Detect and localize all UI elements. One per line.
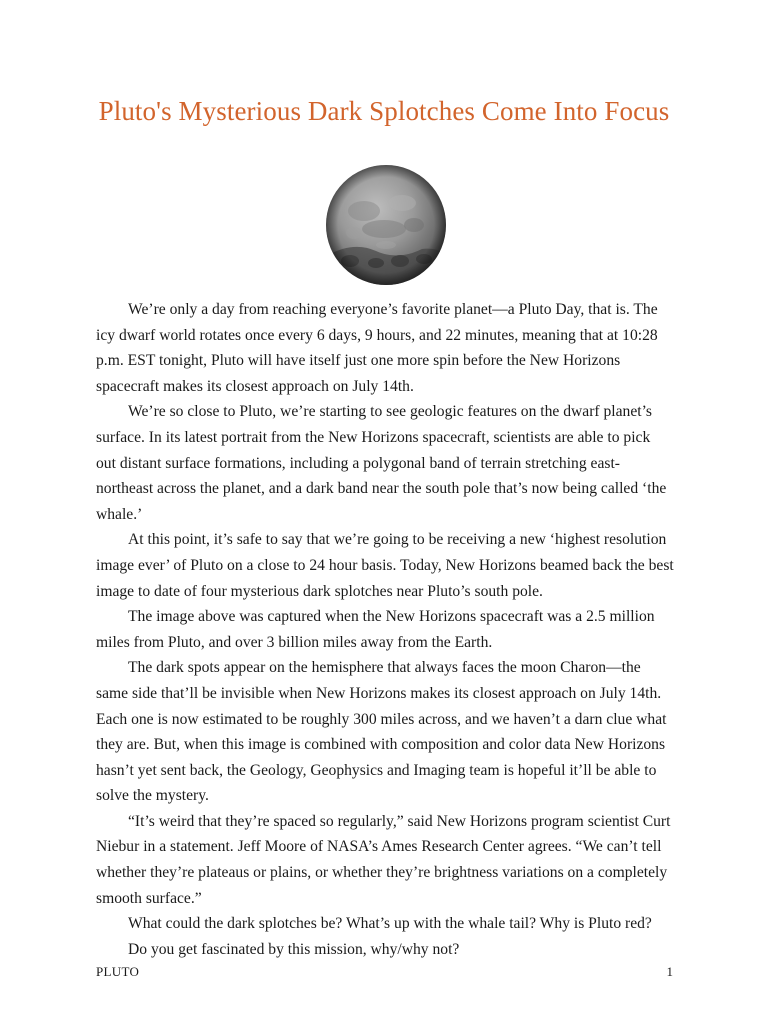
footer-section-label: PLUTO (96, 964, 140, 979)
page-title: Pluto's Mysterious Dark Splotches Come Into Focus (98, 96, 670, 126)
paragraph: Do you get fascinated by this mission, why/why not? (128, 940, 460, 958)
paragraph: At this point, it’s safe to say that we’re going to be receiving a new ‘highest resolution image ever’ of Pluto on a close to 24 hour basis. Today, New Horizons beamed back the best image to date of four mysterious dark splotches near Pluto’s south pole. (96, 531, 674, 600)
pluto-image (324, 163, 448, 287)
article-body (96, 297, 674, 962)
paragraph: We’re only a day from reaching everyone’s favorite planet—a Pluto Day, that is. The icy dwarf world rotates once every 6 days, 9 hours, and 22 minutes, meaning that at 10:28 p.m. EST tonight, Pluto will have itself just one more spin before the New Horizons spacecraft makes its closest approach on July 14th. (96, 301, 658, 395)
paragraph: What could the dark splotches be? What’s up with the whale tail? Why is Pluto red? (128, 915, 652, 933)
paragraph: “It’s weird that they’re spaced so regularly,” said New Horizons program scientist Curt Niebur in a statement. Jeff Moore of NASA’s Ames Research Center agrees. “We can’t tell whether they’re plateaus or plains, or whether they’re brightness variations on a completely smooth surface.” (96, 812, 671, 907)
pluto-globe-graphic (324, 163, 448, 287)
paragraph: The image above was captured when the New Horizons spacecraft was a 2.5 million miles from Pluto, and over 3 billion miles away from the Earth. (96, 608, 655, 651)
paragraph: We’re so close to Pluto, we’re starting to see geologic features on the dwarf planet’s surface. In its latest portrait from the New Horizons spacecraft, scientists are able to pick out distant surface formations, including a polygonal band of terrain stretching east-northeast across the planet, and a dark band near the south pole that’s now being called ‘the whale.’ (96, 403, 667, 523)
page-number: 1 (666, 964, 673, 979)
paragraph: The dark spots appear on the hemisphere that always faces the moon Charon—the same side that’ll be invisible when New Horizons makes its closest approach on July 14th. Each one is now estimated to be roughly 300 miles across, and we haven’t a darn clue what they are. But, when this image is combined with composition and color data New Horizons hasn’t yet sent back, the Geology, Geophysics and Imaging team is hopeful it’ll be able to solve the mystery. (96, 659, 667, 805)
